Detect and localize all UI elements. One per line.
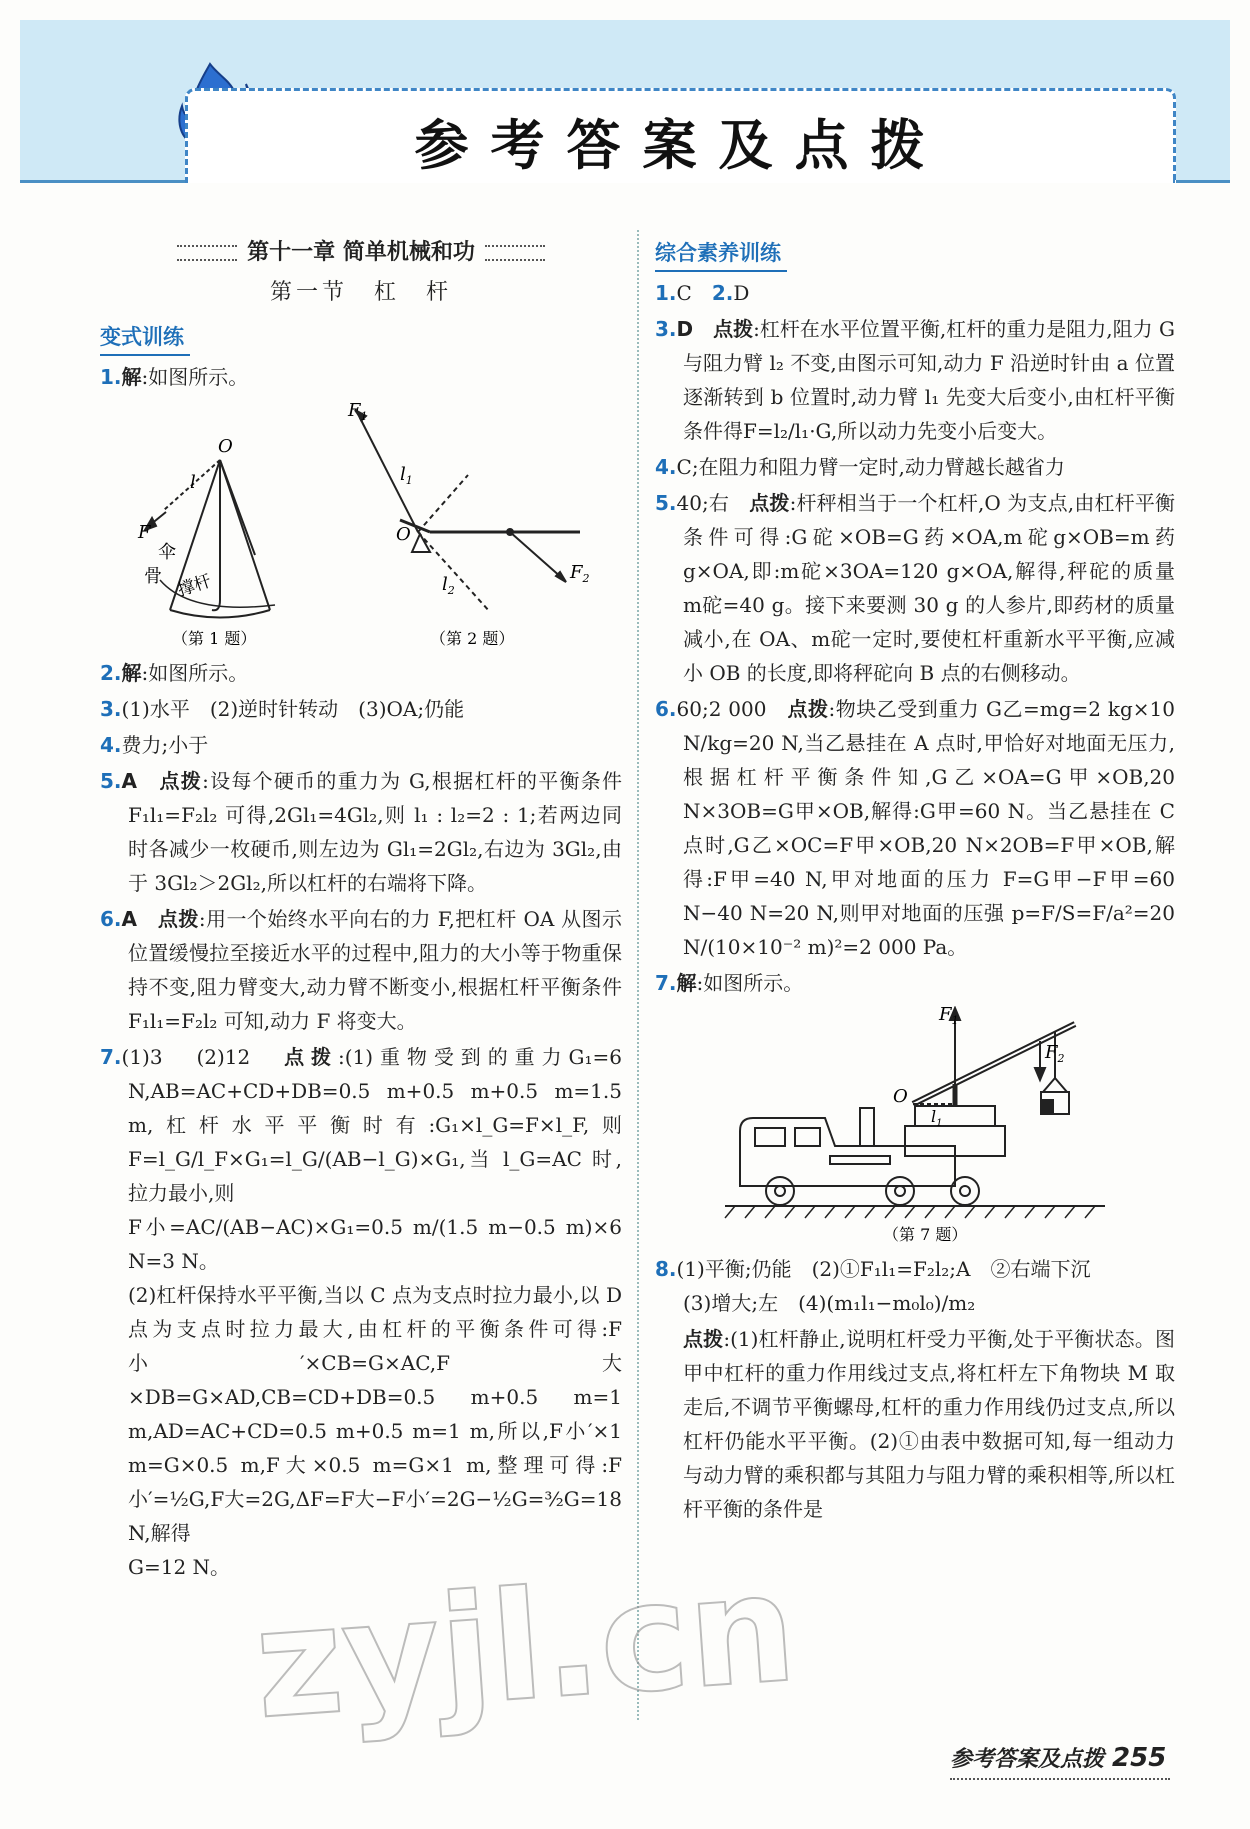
answer-r5: 5.40;右 点拨:杆秤相当于一个杠杆,O 为支点,由杠杆平衡条件可得:G砣×OB=G药×OA,m砣g×OB=m药g×OA,即:m砣×3OA=120 g×OA,解得,秤砣的质量 m砣=40 g。接下来要测 30 g 的人参片,即药材的质量减小,在 OA、m砣一定时,要使杠杆重新水平平衡,应减小 OB 的长度,即将秤砣向 B 点的右侧移动。: [655, 491, 1175, 685]
label-F: F: [138, 522, 151, 543]
label-crane-O: O: [893, 1086, 908, 1107]
label-O2: O: [396, 524, 411, 545]
answer-7: 7.(1)3 (2)12 点拨:(1)重物受到的重力G₁=6 N,AB=AC+CD+DB=0.5 m+0.5 m+0.5 m=1.5 m,杠杆水平平衡时有:G₁×l_G=F×l_F,则 F=l_G/l_F×G₁=l_G/(AB−l_G)×G₁,当 l_G=AC 时,拉力最小,则 F小=AC/(AB−AC)×G₁=0.5 m/(1.5 m−0.5 m)×6 N=3 N。 (2)杠杆保持水平平衡,当以 C 点为支点时拉力最小,以 D 点为支点时拉力最大,由杠杆的平衡条件可得:F小′×CB=G×AC,F大×DB=G×AD,CB=CD+DB=0.5 m+0.5 m=1 m,AD=AC+CD=0.5 m+0.5 m=1 m,所以,F小′×1 m=G×0.5 m,F大×0.5 m=G×1 m,整理可得:F小′=½G,F大=2G,ΔF=F大−F小′=2G−½G=³⁄₂G=18 N,解得 G=12 N。: [100, 1045, 623, 1579]
answer-r7: 7.解:如图所示。: [655, 971, 804, 995]
label-l2: $l_2$: [442, 574, 455, 597]
section-heading: 第一节 杠 杆: [269, 280, 452, 305]
label-F2: $F_2$: [570, 562, 590, 585]
watermark: zyjl.cn: [249, 1541, 802, 1753]
answer-5: 5.A 点拨:设每个硬币的重力为 G,根据杠杆的平衡条件 F₁l₁=F₂l₂ 可得,2Gl₁=4Gl₂,则 l₁ : l₂=2 : 1;若两边同时各减少一枚硬币,则左边为 Gl₁=2Gl₂,右边为 3Gl₂,由于 3Gl₂＞2Gl₂,所以杠杆的右端将下降。: [100, 769, 623, 895]
page-footer: 参考答案及点拨 255: [950, 1743, 1167, 1773]
label-chengan: 撑杆: [175, 571, 214, 601]
answer-2: 2.解:如图所示。: [100, 661, 249, 685]
answer-r3: 3.D 点拨:杠杆在水平位置平衡,杠杆的重力是阻力,阻力 G 与阻力臂 l₂ 不变,由图示可知,动力 F 沿逆时针由 a 位置逐渐转到 b 位置时,动力臂 l₁ 先变大后变小,由杠杆平衡条件得F=l₂/l₁·G,所以动力先变小后变大。: [655, 317, 1176, 443]
left-column: [100, 232, 622, 1586]
right-column: [655, 232, 1175, 1528]
answer-3: 3.(1)水平 (2)逆时针转动 (3)OA;仍能: [100, 697, 465, 721]
label-l: l: [190, 472, 196, 493]
caption-q1: （第 1 题）: [172, 629, 257, 648]
caption-q2: （第 2 题）: [430, 629, 515, 648]
answer-r8-hint: 点拨:(1)杠杆静止,说明杠杆受力平衡,处于平衡状态。图甲中杠杆的重力作用线过支点,将杠杆左下角物块 M 取走后,不调节平衡螺母,杠杆的重力作用线仍过支点,所以杠杆仍能水平平衡。(2)①由表中数据可知,每一组动力与动力臂的乘积都与其阻力与阻力臂的乘积相等,所以杠杆平衡的条件是: [683, 1327, 1175, 1521]
chapter-heading: 第十一章 简单机械和功: [100, 236, 622, 270]
label-san: 伞: [158, 542, 176, 563]
label-gu: 骨: [144, 566, 162, 587]
figure-q7-crane: [655, 1006, 1175, 1246]
answer-r4: 4.C;在阻力和阻力臂一定时,动力臂越长越省力: [655, 455, 1065, 479]
figure-q1-q2: [100, 400, 620, 650]
page-number: 255: [1112, 1743, 1167, 1773]
caption-q7: （第 7 题）: [883, 1225, 968, 1244]
answer-1: 1.解:如图所示。: [100, 365, 249, 389]
page-title: 参考答案及点拨: [414, 114, 947, 177]
subsection-heading-2: 综合素养训练: [655, 236, 787, 272]
answer-4: 4.费力;小于: [100, 733, 209, 757]
answer-6: 6.A 点拨:用一个始终水平向右的力 F,把杠杆 OA 从图示位置缓慢拉至接近水平的过程中,阻力的大小等于物重保持不变,阻力臂变大,动力臂不断变小,根据杠杆平衡条件 F₁l₁=F₂l₂ 可知,动力 F 将变大。: [100, 907, 623, 1033]
label-crane-l1: $l_1$: [931, 1107, 943, 1129]
answer-r8: 8.(1)平衡;仍能 (2)①F₁l₁=F₂l₂;A ②右端下沉 (3)增大;左 (4)(m₁l₁−m₀l₀)/m₂: [655, 1257, 1091, 1315]
answer-r6: 6.60;2 000 点拨:物块乙受到重力 G乙=mg=2 kg×10 N/kg=20 N,当乙悬挂在 A 点时,甲恰好对地面无压力,根据杠杆平衡条件知,G乙×OA=G甲×OB,20 N×3OB=G甲×OB,解得:G甲=60 N。当乙悬挂在 C 点时,G乙×OC=F甲×OB,20 N×2OB=F甲×OB,解得:F甲=40 N,甲对地面的压力 F=G甲−F甲=60 N−40 N=20 N,则甲对地面的压强 p=F/S=F/a²=20 N/(10×10⁻² m)²=2 000 Pa。: [655, 697, 1176, 959]
label-l1: $l_1$: [400, 464, 413, 487]
answer-r1-2: 1.C 2.D: [655, 281, 750, 305]
column-divider: [637, 230, 639, 1720]
label-F1: $F_1$: [348, 400, 368, 423]
title-frame: [185, 88, 1176, 183]
footer-rule: [950, 1778, 1170, 1780]
label-crane-F1: $F_1$: [939, 1006, 959, 1027]
subsection-heading: 变式训练: [100, 320, 190, 356]
label-O: O: [218, 436, 233, 457]
label-crane-F2: $F_2$: [1045, 1042, 1065, 1065]
